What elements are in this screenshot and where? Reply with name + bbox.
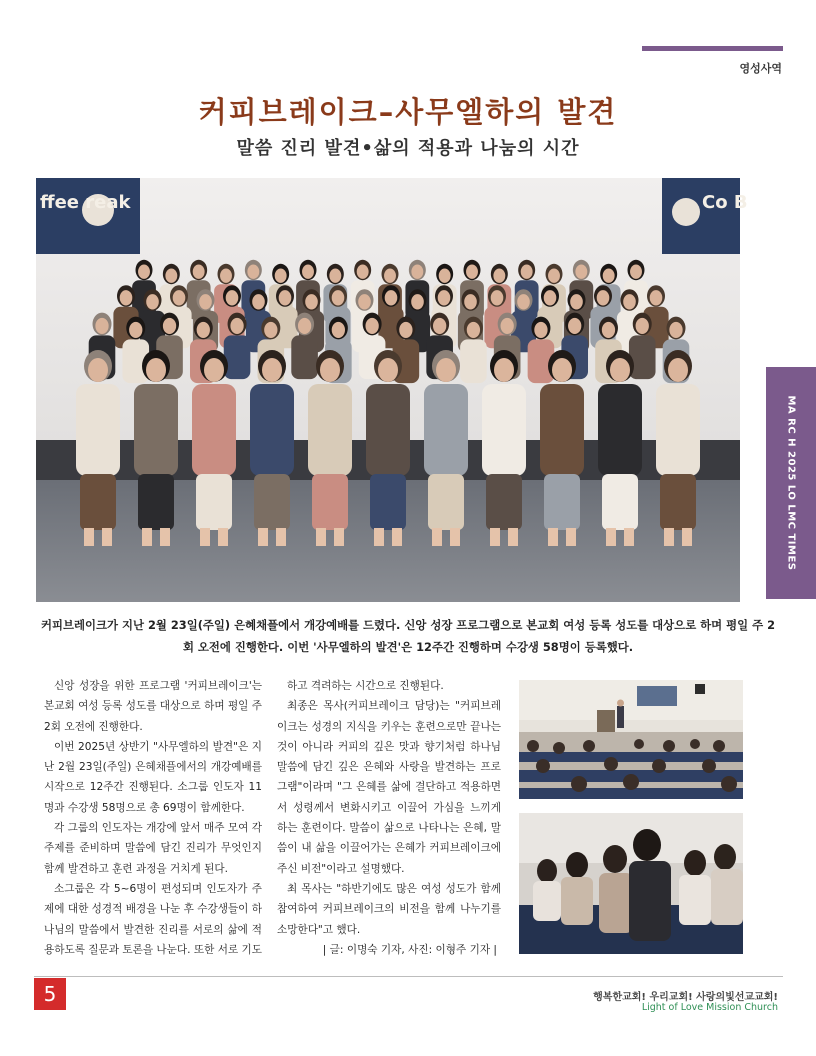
- worship-hall-illustration: [519, 680, 743, 799]
- paragraph: 최 목사는 "하반기에도 많은 여성 성도가 함께 참여하여 커피브레이크의 비전을 함께 나누기를 소망한다"고 했다.: [277, 882, 501, 936]
- article-column-middle: [277, 676, 501, 960]
- paragraph: 하고 격려하는 시간으로 진행된다.: [287, 680, 444, 692]
- group-photo: [36, 178, 748, 602]
- footer-divider: [34, 976, 783, 977]
- footer-church-slogan: 행복한교회! 우리교회! 사랑의빛선교교회!: [593, 992, 778, 1003]
- paragraph: 각 그룹의 인도자는 개강에 앞서 매주 모여 각 주제를 준비하며 말씀에 담긴 진리가 무엇인지 함께 발견하고 훈련 과정을 거치게 된다.: [44, 822, 262, 875]
- paragraph: 이번 2025년 상반기 "사무엘하의 발견"은 지난 2월 23일(주일) 은혜채플에서의 개강예배를 시작으로 12주간 진행된다. 소그룹 인도자 11명과 수강생 58명으로 총 69명이 함께한다.: [44, 740, 262, 814]
- left-screen-text: ffee reak: [40, 192, 131, 213]
- photo-caption: 커피브레이크가 지난 2월 23일(주일) 은혜채플에서 개강예배를 드렸다. 신앙 성장 프로그램으로 본교회 여성 등록 성도를 대상으로 하며 평일 주 2회 오전에 진행한다. 이번 '사무엘하의 발견'은 12주간 진행하며 수강생 58명이 등록했다.: [40, 618, 775, 654]
- article-column-left: [44, 676, 262, 960]
- paragraph: 소그룹은 각 5~6명이 편성되며 인도자가 주제에 대한 성경적 배경을 나눈 후 수강생들이 하나님의 말씀에서 발견한 진리를 서로의 삶에 적용하도록 질문과 토론을 나눈다. 또한 서로 기도: [44, 882, 263, 956]
- byline: | 글: 이명숙 기자, 사진: 이형주 기자 |: [322, 943, 497, 956]
- paragraph: 최종은 목사(커피브레이크 담당)는 "커피브레이크는 성경의 지식을 키우는 훈련으로만 끝나는 것이 아니라 커피의 깊은 맛과 향기처럼 하나님 말씀에 담긴 깊은 은혜와 사랑을 발견하는 프로그램"이라며 "그 은혜를 삶에 결단하고 적용하면서 성령께서 변화시키고 이끌어 가심을 느끼게 하는 훈련이다. 말씀이 삶으로 나타나는 은혜, 말씀이 내 삶을 이끌어가는 은혜가 커피브레이크에 주신 비전"이라고 설명했다.: [277, 700, 501, 875]
- page-number: 5: [34, 978, 66, 1010]
- crowd: [76, 260, 700, 546]
- audience-photo: [519, 813, 743, 954]
- article-title: 커피브레이크–사무엘하의 발견: [198, 95, 618, 129]
- group-photo-illustration: [36, 178, 748, 602]
- hall-screen: [637, 686, 677, 706]
- footer-church-name: Light of Love Mission Church: [641, 1002, 778, 1013]
- header-accent-bar: [642, 46, 783, 51]
- section-label: 영성사역: [739, 62, 782, 75]
- worship-hall-photo: [519, 680, 743, 799]
- right-screen-text: Co B: [702, 192, 748, 213]
- article-subtitle: 말씀 진리 발견•삶의 적용과 나눔의 시간: [236, 138, 580, 159]
- audience-illustration: [519, 813, 743, 954]
- side-tab-text: MA RC H 2025 LO LMC TIMES: [785, 395, 797, 571]
- paragraph: 신앙 성장을 위한 프로그램 '커피브레이크'는 본교회 여성 등록 성도를 대상으로 하며 평일 주 2회 오전에 진행한다.: [44, 680, 263, 733]
- side-tab: [766, 367, 816, 599]
